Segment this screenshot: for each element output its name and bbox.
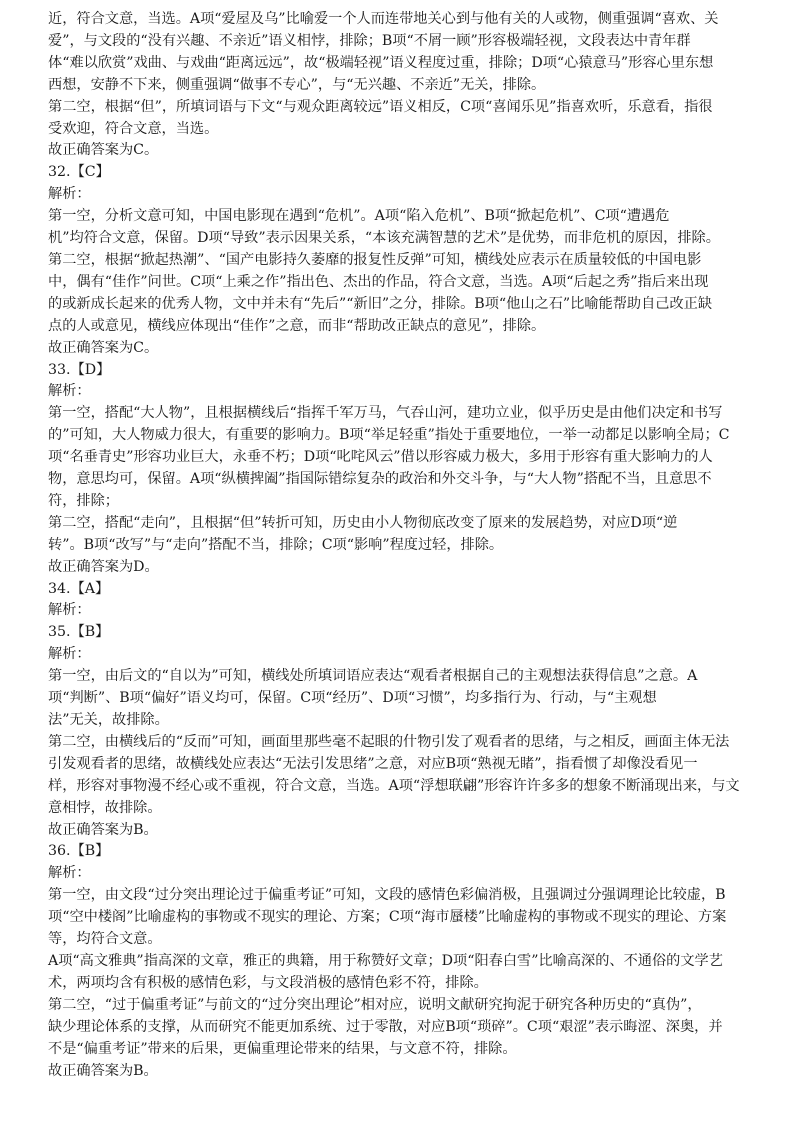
text-line: A项“高文雅典”指高深的文章，雅正的典籍，用于称赞好文章；D项“阳春白雪”比喻高深的、不通俗的文学艺 xyxy=(48,952,723,969)
text-line: 意相悖，故排除。 xyxy=(48,799,162,816)
text-line: 引发观看者的思绪，故横线处应表达“无法引发思绪”之意，对应B项“熟视无睹”，指看惯了却像没看见一 xyxy=(48,755,698,772)
text-line: 第二空，根据“掀起热潮”、“国产电影持久萎靡的报复性反弹”可知，横线处应表示在质量较低的中国电影 xyxy=(48,251,702,268)
answer-line: 故正确答案为B。 xyxy=(48,821,158,838)
question-heading: 36.【B】 xyxy=(48,843,110,860)
text-line: 符，排除； xyxy=(48,492,119,509)
text-line: 术，两项均含有积极的感情色彩，与文段消极的感情色彩不符，排除。 xyxy=(48,974,488,991)
answer-line: 故正确答案为C。 xyxy=(48,339,159,356)
text-line: 第一空，由文段“过分突出理论过于偏重考证”可知，文段的感情色彩偏消极，且强调过分强调理论比较虚，B xyxy=(48,887,726,904)
text-line: 点的人或意见，横线应体现出“佳作”之意，而非“帮助改正缺点的意见”，排除。 xyxy=(48,317,546,334)
text-line: 爱”，与文段的“没有兴趣、不亲近”语义相悖，排除；B项“不屑一顾”形容极端轻视，文段表达中青年群 xyxy=(48,32,691,49)
text-line: 项“判断”、B项“偏好”语义均可，保留。C项“经历”、D项“习惯”，均多指行为、行动，与“主观想 xyxy=(48,690,657,707)
answer-line: 故正确答案为C。 xyxy=(48,142,159,159)
text-line: 的”可知，大人物威力很大，有重要的影响力。B项“举足轻重”指处于重要地位，一举一动都足以影响全局；C xyxy=(48,427,730,444)
answer-line: 故正确答案为B。 xyxy=(48,1062,158,1079)
text-line: 西想，安静不下来，侧重强调“做事不专心”，与“无兴趣、不亲近”无关，排除。 xyxy=(48,76,546,93)
analysis-label: 解析： xyxy=(48,646,91,663)
text-line: 项“名垂青史”形容功业巨大，永垂不朽；D项“叱咤风云”借以形容威力极大，多用于形容有重大影响力的人 xyxy=(48,449,713,466)
text-line: 受欢迎，符合文意，当选。 xyxy=(48,120,219,137)
question-heading: 33.【D】 xyxy=(48,361,111,378)
text-line: 等，均符合文意。 xyxy=(48,931,162,948)
analysis-label: 解析： xyxy=(48,383,91,400)
text-line: 第一空，搭配“大人物”，且根据横线后“指挥千军万马，气吞山河，建功立业，似乎历史是由他们决定和书写 xyxy=(48,405,723,422)
text-line: 第二空，搭配“走向”，且根据“但”转折可知，历史由小人物彻底改变了原来的发展趋势，对应D项“逆 xyxy=(48,514,678,531)
question-heading: 32.【C】 xyxy=(48,164,110,181)
text-line: 项“空中楼阁”比喻虚构的事物或不现实的理论、方案；C项“海市蜃楼”比喻虚构的事物或不现实的理论、方案 xyxy=(48,909,727,926)
analysis-label: 解析： xyxy=(48,602,91,619)
analysis-label: 解析： xyxy=(48,186,91,203)
text-line: 第一空，分析文意可知，中国电影现在遇到“危机”。A项“陷入危机”、B项“掀起危机”、C项“遭遇危 xyxy=(48,208,670,225)
question-heading: 34.【A】 xyxy=(48,580,110,597)
text-line: 第二空，根据“但”，所填词语与下文“与观众距离较远”语义相反，C项“喜闻乐见”指喜欢听，乐意看，指很 xyxy=(48,98,713,115)
analysis-label: 解析： xyxy=(48,865,91,882)
text-line: 第一空，由后文的“自以为”可知，横线处所填词语应表达“观看者根据自己的主观想法获得信息”之意。A xyxy=(48,668,698,685)
text-line: 的或新成长起来的优秀人物，文中并未有“先后”“新旧”之分，排除。B项“他山之石”比喻能帮助自己改正缺 xyxy=(48,295,713,312)
text-line: 样，形容对事物漫不经心或不重视，符合文意，当选。A项“浮想联翩”形容许许多多的想象不断涌现出来，与文 xyxy=(48,777,740,794)
text-line: 第二空，由横线后的“反而”可知，画面里那些毫不起眼的什物引发了观看者的思绪，与之相反，画面主体无法 xyxy=(48,733,730,750)
text-line: 转”。B项“改写”与“走向”搭配不当，排除；C项“影响”程度过轻，排除。 xyxy=(48,536,504,553)
text-line: 物，意思均可，保留。A项“纵横捭阖”指国际错综复杂的政治和外交斗争，与“大人物”搭配不当，且意思不 xyxy=(48,471,712,488)
text-line: 第二空，“过于偏重考证”与前文的“过分突出理论”相对应，说明文献研究拘泥于研究各种历史的“真伪”， xyxy=(48,996,702,1013)
text-line: 缺少理论体系的支撑，从而研究不能更加系统、过于零散，对应B项“琐碎”。C项“艰涩”表示晦涩、深奥，并 xyxy=(48,1018,723,1035)
answer-line: 故正确答案为D。 xyxy=(48,558,159,575)
text-line: 近，符合文意，当选。A项“爱屋及乌”比喻爱一个人而连带地关心到与他有关的人或物，侧重强调“喜欢、关 xyxy=(48,11,719,27)
question-heading: 35.【B】 xyxy=(48,624,110,641)
text-line: 体“难以欣赏”戏曲、与戏曲“距离远远”，故“极端轻视”语义程度过重，排除；D项“心猿意马”形容心里东想 xyxy=(48,54,714,71)
text-line: 法”无关，故排除。 xyxy=(48,712,169,728)
text-line: 不是“偏重考证”带来的后果，更偏重理论带来的结果，与文意不符，排除。 xyxy=(48,1040,517,1057)
text-line: 机”均符合文意，保留。D项“导致”表示因果关系，“本该充满智慧的艺术”是优势，而非危机的原因，排除。 xyxy=(48,230,720,247)
text-line: 中，偶有“佳作”问世。C项“上乘之作”指出色、杰出的作品，符合文意，当选。A项“后起之秀”指后来出现 xyxy=(48,273,709,290)
